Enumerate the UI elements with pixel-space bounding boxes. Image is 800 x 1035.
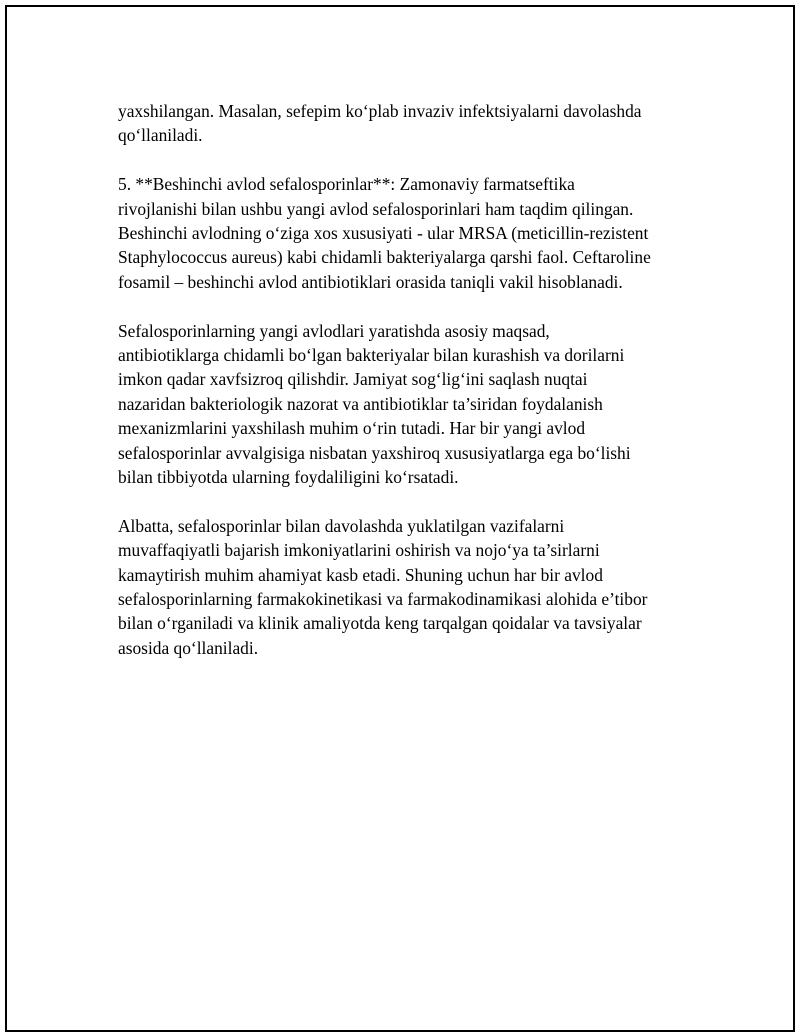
paragraph-3: Sefalosporinlarning yangi avlodlari yaratishda asosiy maqsad, antibiotiklarga chidamli bo‘lgan bakteriyalar bilan kurashish va dorilarni imkon qadar xavfsizroq qilishdir. Jamiyat sog‘lig‘ini saqlash nuqtai nazaridan bakteriologik nazorat va antibiotiklar ta’siridan foydalanish mexanizmlarini yaxshilash muhim o‘rin tutadi. Har bir yangi avlod sefalosporinlar avvalgisiga nisbatan yaxshiroq xususiyatlarga ega bo‘lishi bilan tibbiyotda ularning foydaliligini ko‘rsatadi. [118,320,631,488]
paragraph-2: 5. **Beshinchi avlod sefalosporinlar**: Zamonaviy farmatseftika rivojlanishi bilan ushbu yangi avlod sefalosporinlari ham taqdim qilingan. Beshinchi avlodning o‘ziga xos xususiyati - ular MRSA (meticillin-rezistent Staphylococcus aureus) kabi chidamli bakteriyalarga qarshi faol. Ceftaroline fosamil – beshinchi avlod antibiotiklari orasida taniqli vakil hisoblanadi. [118,174,651,292]
page-frame [5,5,795,1032]
paragraph-4: Albatta, sefalosporinlar bilan davolashda yuklatilgan vazifalarni muvaffaqiyatli bajarish imkoniyatlarini oshirish va nojo‘ya ta’sirlarni kamaytirish muhim ahamiyat kasb etadi. Shuning uchun har bir avlod sefalosporinlarning farmakokinetikasi va farmakodinamikasi alohida e’tibor bilan o‘rganiladi va klinik amaliyotda keng tarqalgan qoidalar va tavsiyalar asosida qo‘llaniladi. [118,515,648,658]
document-body [118,99,698,685]
paragraph-1: yaxshilangan. Masalan, sefepim ko‘plab invaziv infektsiyalarni davolashda qo‘llaniladi. [118,101,642,146]
